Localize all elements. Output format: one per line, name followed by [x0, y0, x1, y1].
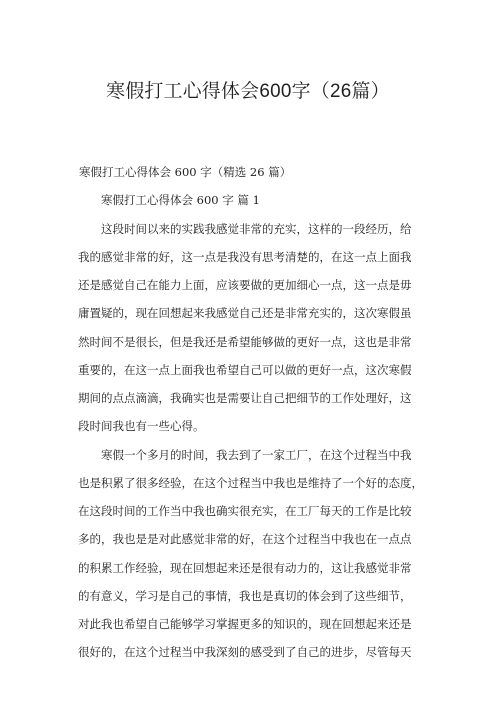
paragraph-line: 的有意义，学习是自己的事情，我也是真切的体会到了这些细节，: [78, 589, 412, 603]
paragraph-line: 期间的点点滴滴，我确实也是需要让自己把细节的工作处理好，这: [78, 391, 412, 405]
paragraph-line: 多的，我也是是对此感觉非常的好，在这个过程当中我也在一点点: [78, 532, 412, 546]
paragraph-line: 我的感觉非常的好，这一点是我没有思考清楚的，在这一点上面我: [78, 250, 412, 264]
subtitle: 寒假打工心得体会 600 字（精选 26 篇）: [79, 165, 292, 179]
paragraph-line: 很好的，在这个过程当中我深刻的感受到了自己的进步，尽管每天: [78, 645, 412, 659]
paragraph-line: 对此我也希望自己能够学习掌握更多的知识的，现在回想起来还是: [78, 617, 412, 631]
section-heading: 寒假打工心得体会 600 字 篇 1: [101, 193, 260, 207]
paragraph-line: 庸置疑的，现在回想起来我感觉自己还是非常充实的，这次寒假虽: [78, 306, 412, 320]
paragraph-line: 这段时间以来的实践我感觉非常的充实，这样的一段经历，给: [101, 222, 412, 236]
paragraph-line: 也是积累了很多经验，在这个过程当中我也是维持了一个好的态度，: [78, 476, 423, 490]
paragraph-line: 在这段时间的工作当中我也确实很充实，在工厂每天的工作是比较: [78, 504, 412, 518]
paragraph-line: 还是感觉自己在能力上面，应该要做的更加细心一点，这一点是毋: [78, 278, 412, 292]
document-title: 寒假打工心得体会600字（26篇）: [106, 81, 390, 102]
paragraph-line: 段时间我也有一些心得。: [78, 419, 205, 433]
paragraph-line: 的积累工作经验，现在回想起来还是很有动力的，这让我感觉非常: [78, 561, 412, 575]
paragraph-line: 寒假一个多月的时间，我去到了一家工厂，在这个过程当中我: [101, 448, 412, 462]
paragraph-line: 然时间不是很长，但是我还是希望能够做的更好一点，这也是非常: [78, 335, 412, 349]
paragraph-line: 重要的，在这一点上面我也希望自己可以做的更好一点，这次寒假: [78, 363, 412, 377]
